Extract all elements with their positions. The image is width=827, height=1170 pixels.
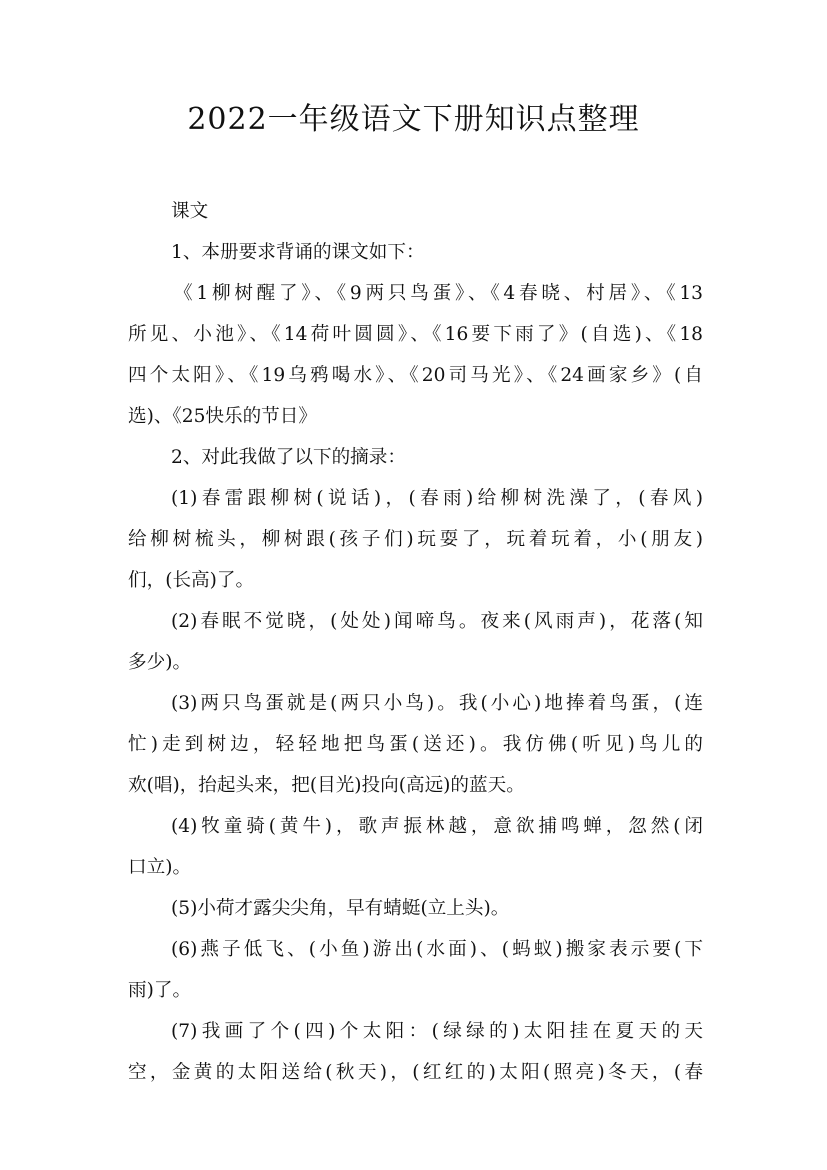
text-line: (5)小荷才露尖尖角，早有蜻蜓(立上头)。 bbox=[171, 898, 510, 919]
text-line: 1、本册要求背诵的课文如下： bbox=[171, 242, 425, 263]
text-line: 选)、《25快乐的节日》 bbox=[128, 406, 317, 427]
text-line: 空，金黄的太阳送给(秋天)，(红红的)太阳(照亮)冬天，(春 bbox=[128, 1062, 703, 1083]
document-body bbox=[128, 191, 703, 1093]
text-line: (4)牧童骑(黄牛)，歌声振林越，意欲捕鸣蝉，忽然(闭 bbox=[171, 816, 703, 837]
text-line: 雨)了。 bbox=[128, 980, 192, 1001]
text-line: 们，(长高)了。 bbox=[128, 570, 255, 591]
text-line: (2)春眠不觉晓，(处处)闻啼鸟。夜来(风雨声)，花落(知 bbox=[171, 611, 703, 632]
text-line: (3)两只鸟蛋就是(两只小鸟)。我(小心)地捧着鸟蛋，(连 bbox=[171, 693, 703, 714]
text-line: 课文 bbox=[171, 201, 209, 222]
text-line: 多少)。 bbox=[128, 652, 192, 673]
text-line: 《1柳树醒了》、《9两只鸟蛋》、《4春晓、村居》、《13 bbox=[174, 283, 703, 304]
text-line: 2、对此我做了以下的摘录： bbox=[171, 447, 406, 468]
text-line: (6)燕子低飞、(小鱼)游出(水面)、(蚂蚁)搬家表示要(下 bbox=[171, 939, 703, 960]
text-line: (7)我画了个(四)个太阳：(绿绿的)太阳挂在夏天的天 bbox=[171, 1021, 703, 1042]
text-line: 欢(唱)，抬起头来，把(目光)投向(高远)的蓝天。 bbox=[128, 775, 525, 796]
text-line: 所见、小池》、《14荷叶圆圆》、《16要下雨了》(自选)、《18 bbox=[128, 324, 703, 345]
text-line: (1)春雷跟柳树(说话)，(春雨)给柳树洗澡了，(春风) bbox=[171, 488, 703, 509]
text-line: 四个太阳》、《19乌鸦喝水》、《20司马光》、《24画家乡》(自 bbox=[128, 365, 703, 386]
text-line: 忙)走到树边，轻轻地把鸟蛋(送还)。我仿佛(听见)鸟儿的 bbox=[128, 734, 703, 755]
text-line: 给柳树梳头，柳树跟(孩子们)玩耍了，玩着玩着，小(朋友) bbox=[128, 529, 703, 550]
text-line: 口立)。 bbox=[128, 857, 192, 878]
document-title: 2022一年级语文下册知识点整理 bbox=[187, 102, 640, 137]
